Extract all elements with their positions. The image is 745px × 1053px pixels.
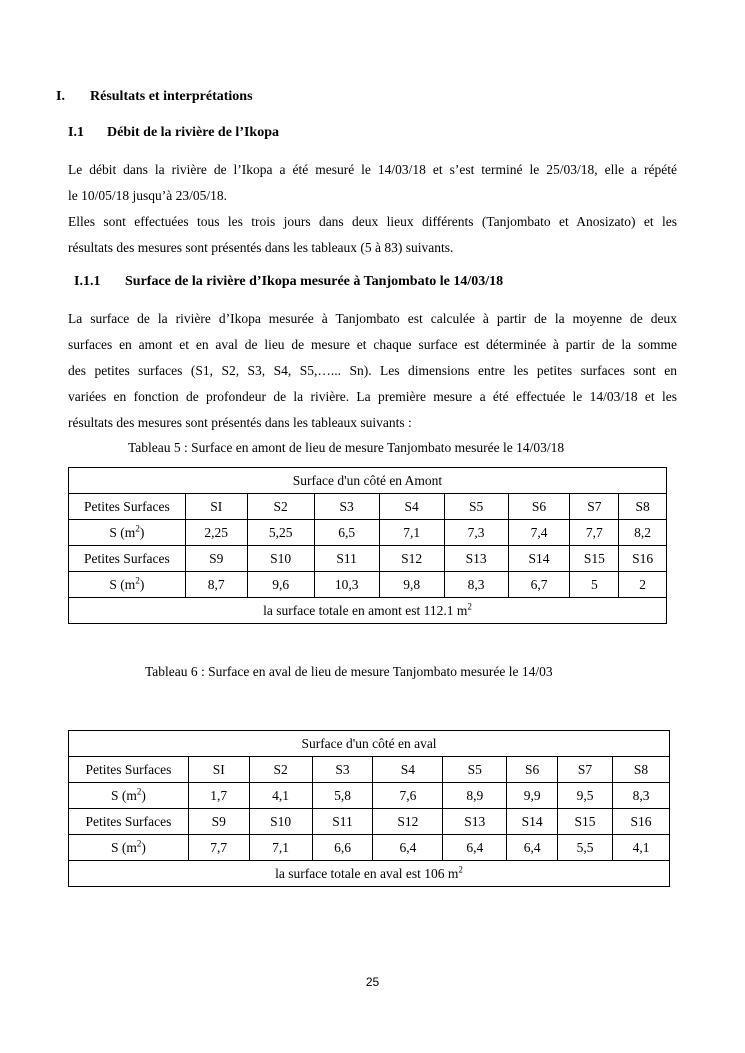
table-cell: S3 bbox=[314, 494, 379, 520]
table-cell: 4,1 bbox=[613, 835, 670, 861]
table-cell: S11 bbox=[314, 546, 379, 572]
table-cell: S13 bbox=[444, 546, 508, 572]
row-label: Petites Surfaces bbox=[69, 809, 189, 835]
table-row bbox=[69, 468, 667, 494]
table-cell: S15 bbox=[558, 809, 613, 835]
paragraph-line: variées en fonction de profondeur de la rivière. La première mesure a été effectuée le 14/03/18 et les bbox=[68, 389, 677, 404]
table-cell: S8 bbox=[613, 757, 670, 783]
table-row bbox=[69, 809, 670, 835]
table-title: Surface d'un côté en aval bbox=[69, 731, 670, 757]
paragraph-line: Elles sont effectuées tous les trois jours dans deux lieux différents (Tanjombato et Anosizato) et les bbox=[68, 214, 677, 229]
heading-number: I. bbox=[56, 89, 65, 104]
table-row bbox=[69, 598, 667, 624]
label-exponent: 2 bbox=[136, 786, 142, 796]
table-cell: 6,4 bbox=[373, 835, 443, 861]
total-exponent: 2 bbox=[467, 601, 472, 611]
paragraph-line: La surface de la rivière d’Ikopa mesurée à Tanjombato est calculée à partir de la moyenne de deux bbox=[68, 311, 677, 326]
label-text: ) bbox=[139, 524, 145, 540]
table-cell: 5,8 bbox=[312, 783, 373, 809]
table-cell: 4,1 bbox=[249, 783, 312, 809]
paragraph-line: des petites surfaces (S1, S2, S3, S4, S5,…... Sn). Les dimensions entre les petites surfaces sont en bbox=[68, 363, 677, 378]
table-cell: 7,7 bbox=[570, 520, 619, 546]
paragraph-line: Le débit dans la rivière de l’Ikopa a été mesuré le 14/03/18 et s’est terminé le 25/03/18, elle a répété bbox=[68, 162, 677, 177]
label-exponent: 2 bbox=[135, 523, 140, 533]
table-row bbox=[69, 757, 670, 783]
table5 bbox=[68, 467, 667, 624]
heading-title: Débit de la rivière de l’Ikopa bbox=[107, 125, 280, 140]
table6 bbox=[68, 730, 670, 887]
paragraph-line: le 10/05/18 jusqu’à 23/05/18. bbox=[68, 188, 227, 203]
table-cell: 6,4 bbox=[507, 835, 558, 861]
paragraph-method bbox=[68, 306, 677, 436]
table-cell: S14 bbox=[508, 546, 570, 572]
table-cell: S8 bbox=[619, 494, 667, 520]
paragraph-intro bbox=[68, 157, 677, 261]
table-title: Surface d'un côté en Amont bbox=[69, 468, 667, 494]
table-cell: S9 bbox=[185, 546, 247, 572]
table-row bbox=[69, 546, 667, 572]
total-text: la surface totale en aval est 106 m bbox=[275, 865, 459, 881]
table-row bbox=[69, 494, 667, 520]
table-cell: 10,3 bbox=[314, 572, 379, 598]
row-label bbox=[69, 520, 186, 546]
table-cell: S9 bbox=[188, 809, 249, 835]
paragraph-line: surfaces en amont et en aval de lieu de mesure et chaque surface est déterminée à partir de la somme bbox=[68, 337, 677, 352]
table-cell: 6,4 bbox=[443, 835, 507, 861]
table-cell: 7,1 bbox=[379, 520, 444, 546]
table-cell: 5,5 bbox=[558, 835, 613, 861]
row-label bbox=[69, 835, 189, 861]
total-exponent: 2 bbox=[458, 864, 463, 874]
table-row bbox=[69, 861, 670, 887]
table-cell: S3 bbox=[312, 757, 373, 783]
row-label: Petites Surfaces bbox=[69, 494, 186, 520]
label-text: S (m bbox=[110, 839, 137, 855]
table-cell: S4 bbox=[379, 494, 444, 520]
table-row bbox=[69, 572, 667, 598]
table-cell: S12 bbox=[379, 546, 444, 572]
heading-number: I.1 bbox=[68, 125, 84, 140]
table-row bbox=[69, 835, 670, 861]
heading-title: Résultats et interprétations bbox=[90, 89, 253, 104]
table-cell: 9,5 bbox=[558, 783, 613, 809]
table-cell: 6,5 bbox=[314, 520, 379, 546]
table-cell: 9,9 bbox=[507, 783, 558, 809]
table5-caption: Tableau 5 : Surface en amont de lieu de mesure Tanjombato mesurée le 14/03/18 bbox=[128, 440, 565, 455]
row-label bbox=[69, 572, 186, 598]
label-text: ) bbox=[139, 576, 145, 592]
table-row bbox=[69, 783, 670, 809]
table-cell: SI bbox=[185, 494, 247, 520]
table-cell: S15 bbox=[570, 546, 619, 572]
label-text: ) bbox=[141, 839, 146, 855]
section-heading-1-1-1 bbox=[74, 274, 503, 290]
table-total bbox=[69, 861, 670, 887]
table-cell: 5,25 bbox=[247, 520, 314, 546]
table-cell: S14 bbox=[507, 809, 558, 835]
label-text: S (m bbox=[109, 576, 136, 592]
table-cell: S13 bbox=[443, 809, 507, 835]
table-cell: 7,7 bbox=[188, 835, 249, 861]
table-cell: 7,6 bbox=[373, 783, 443, 809]
table-cell: S4 bbox=[373, 757, 443, 783]
table-cell: S5 bbox=[444, 494, 508, 520]
paragraph-line: résultats des mesures sont présentés dans les tableaux (5 à 83) suivants. bbox=[68, 240, 454, 255]
table-cell: 8,3 bbox=[613, 783, 670, 809]
table-cell: 8,2 bbox=[619, 520, 667, 546]
table-cell: 6,7 bbox=[508, 572, 570, 598]
table-cell: 7,1 bbox=[249, 835, 312, 861]
row-label bbox=[69, 783, 189, 809]
table-cell: S7 bbox=[558, 757, 613, 783]
table-cell: S10 bbox=[247, 546, 314, 572]
label-exponent: 2 bbox=[135, 575, 140, 585]
table-total bbox=[69, 598, 667, 624]
label-text: S (m bbox=[110, 787, 137, 803]
total-text: la surface totale en amont est 112.1 m bbox=[263, 602, 468, 618]
table-cell: S6 bbox=[508, 494, 570, 520]
table-cell: S2 bbox=[249, 757, 312, 783]
table-cell: S12 bbox=[373, 809, 443, 835]
section-heading-1-1 bbox=[68, 125, 279, 141]
table-cell: SI bbox=[188, 757, 249, 783]
table-cell: 9,6 bbox=[247, 572, 314, 598]
label-exponent: 2 bbox=[136, 838, 142, 848]
table-cell: S10 bbox=[249, 809, 312, 835]
table-cell: 1,7 bbox=[188, 783, 249, 809]
table-row bbox=[69, 731, 670, 757]
table-row bbox=[69, 520, 667, 546]
row-label: Petites Surfaces bbox=[69, 757, 189, 783]
label-text: S (m bbox=[109, 524, 136, 540]
table-cell: S7 bbox=[570, 494, 619, 520]
section-heading-1 bbox=[56, 89, 253, 105]
heading-title: Surface de la rivière d’Ikopa mesurée à Tanjombato le 14/03/18 bbox=[125, 274, 504, 289]
table-cell: 2 bbox=[619, 572, 667, 598]
table-cell: 7,4 bbox=[508, 520, 570, 546]
paragraph-line: résultats des mesures sont présentés dans les tableaux suivants : bbox=[68, 415, 412, 430]
table-cell: 6,6 bbox=[312, 835, 373, 861]
label-text: ) bbox=[141, 787, 146, 803]
heading-number: I.1.1 bbox=[74, 274, 101, 289]
table-cell: 8,7 bbox=[185, 572, 247, 598]
table-cell: S6 bbox=[507, 757, 558, 783]
table-cell: 5 bbox=[570, 572, 619, 598]
table-cell: S16 bbox=[613, 809, 670, 835]
table-cell: 2,25 bbox=[185, 520, 247, 546]
table6-caption: Tableau 6 : Surface en aval de lieu de mesure Tanjombato mesurée le 14/03 bbox=[145, 664, 553, 679]
table-cell: 9,8 bbox=[379, 572, 444, 598]
table-cell: 7,3 bbox=[444, 520, 508, 546]
table-cell: S2 bbox=[247, 494, 314, 520]
page-number: 25 bbox=[365, 975, 380, 989]
row-label: Petites Surfaces bbox=[69, 546, 186, 572]
table-cell: S5 bbox=[443, 757, 507, 783]
table-cell: 8,3 bbox=[444, 572, 508, 598]
table-cell: 8,9 bbox=[443, 783, 507, 809]
table-cell: S11 bbox=[312, 809, 373, 835]
table-cell: S16 bbox=[619, 546, 667, 572]
